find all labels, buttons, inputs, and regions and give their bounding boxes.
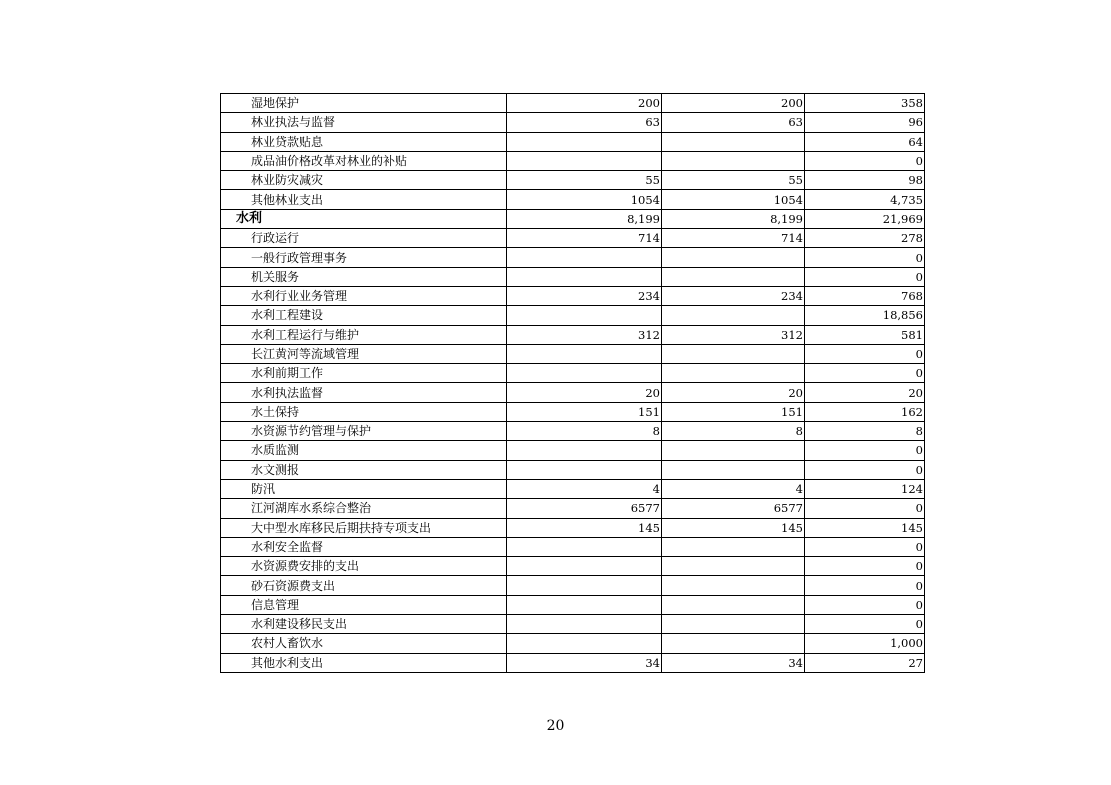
table-row — [221, 113, 925, 132]
amount-cell-3: 0 — [805, 344, 925, 363]
item-name-cell: 水利 — [221, 209, 507, 228]
item-name-cell: 其他水利支出 — [221, 653, 507, 672]
amount-cell-2 — [662, 537, 805, 556]
table-row — [221, 190, 925, 209]
amount-cell-1: 55 — [507, 171, 662, 190]
amount-cell-1: 151 — [507, 402, 662, 421]
table-row — [221, 479, 925, 498]
amount-cell-2 — [662, 441, 805, 460]
amount-cell-3: 1,000 — [805, 634, 925, 653]
table-row — [221, 518, 925, 537]
item-name-cell: 水质监测 — [221, 441, 507, 460]
table-row — [221, 383, 925, 402]
item-name-cell: 一般行政管理事务 — [221, 248, 507, 267]
table-row — [221, 402, 925, 421]
amount-cell-3: 278 — [805, 229, 925, 248]
amount-cell-1: 34 — [507, 653, 662, 672]
amount-cell-2 — [662, 557, 805, 576]
amount-cell-2 — [662, 615, 805, 634]
item-name-cell: 成品油价格改革对林业的补贴 — [221, 151, 507, 170]
table-row — [221, 94, 925, 113]
amount-cell-1: 8,199 — [507, 209, 662, 228]
amount-cell-2: 312 — [662, 325, 805, 344]
amount-cell-2 — [662, 267, 805, 286]
table-row — [221, 499, 925, 518]
table-row — [221, 132, 925, 151]
amount-cell-1: 145 — [507, 518, 662, 537]
amount-cell-1 — [507, 364, 662, 383]
item-name-cell: 行政运行 — [221, 229, 507, 248]
amount-cell-2: 234 — [662, 286, 805, 305]
amount-cell-1: 4 — [507, 479, 662, 498]
table-row — [221, 286, 925, 305]
amount-cell-3: 21,969 — [805, 209, 925, 228]
amount-cell-1: 8 — [507, 422, 662, 441]
item-name-cell: 湿地保护 — [221, 94, 507, 113]
item-name-cell: 水文测报 — [221, 460, 507, 479]
item-name-cell: 水资源节约管理与保护 — [221, 422, 507, 441]
table-row — [221, 441, 925, 460]
amount-cell-3: 18,856 — [805, 306, 925, 325]
amount-cell-2 — [662, 460, 805, 479]
table-row — [221, 557, 925, 576]
table-row — [221, 422, 925, 441]
item-name-cell: 林业防灾减灾 — [221, 171, 507, 190]
amount-cell-1 — [507, 248, 662, 267]
item-name-cell: 江河湖库水系综合整治 — [221, 499, 507, 518]
item-name-cell: 林业执法与监督 — [221, 113, 507, 132]
amount-cell-3: 581 — [805, 325, 925, 344]
amount-cell-2: 1054 — [662, 190, 805, 209]
table-row — [221, 248, 925, 267]
amount-cell-2 — [662, 306, 805, 325]
item-name-cell: 长江黄河等流域管理 — [221, 344, 507, 363]
table-row — [221, 344, 925, 363]
amount-cell-3: 0 — [805, 248, 925, 267]
amount-cell-2: 55 — [662, 171, 805, 190]
amount-cell-1 — [507, 267, 662, 286]
amount-cell-2: 8,199 — [662, 209, 805, 228]
amount-cell-1 — [507, 460, 662, 479]
table-row — [221, 267, 925, 286]
amount-cell-1 — [507, 576, 662, 595]
amount-cell-1 — [507, 151, 662, 170]
table-row — [221, 615, 925, 634]
amount-cell-3: 358 — [805, 94, 925, 113]
amount-cell-1 — [507, 132, 662, 151]
item-name-cell: 机关服务 — [221, 267, 507, 286]
item-name-cell: 大中型水库移民后期扶持专项支出 — [221, 518, 507, 537]
amount-cell-3: 0 — [805, 557, 925, 576]
amount-cell-3: 27 — [805, 653, 925, 672]
item-name-cell: 砂石资源费支出 — [221, 576, 507, 595]
table-row — [221, 634, 925, 653]
amount-cell-1 — [507, 441, 662, 460]
amount-cell-3: 124 — [805, 479, 925, 498]
amount-cell-3: 0 — [805, 499, 925, 518]
amount-cell-3: 0 — [805, 460, 925, 479]
amount-cell-3: 20 — [805, 383, 925, 402]
amount-cell-2: 8 — [662, 422, 805, 441]
amount-cell-2 — [662, 364, 805, 383]
item-name-cell: 水利安全监督 — [221, 537, 507, 556]
category-row — [221, 209, 925, 228]
table-row — [221, 229, 925, 248]
amount-cell-2: 20 — [662, 383, 805, 402]
table-row — [221, 595, 925, 614]
amount-cell-2 — [662, 151, 805, 170]
item-name-cell: 防汛 — [221, 479, 507, 498]
table-row — [221, 576, 925, 595]
amount-cell-3: 8 — [805, 422, 925, 441]
amount-cell-2: 34 — [662, 653, 805, 672]
table-row — [221, 325, 925, 344]
item-name-cell: 水资源费安排的支出 — [221, 557, 507, 576]
item-name-cell: 水利前期工作 — [221, 364, 507, 383]
amount-cell-1: 234 — [507, 286, 662, 305]
item-name-cell: 水利工程运行与维护 — [221, 325, 507, 344]
item-name-cell: 林业贷款贴息 — [221, 132, 507, 151]
table-row — [221, 171, 925, 190]
item-name-cell: 水利工程建设 — [221, 306, 507, 325]
amount-cell-1 — [507, 595, 662, 614]
amount-cell-3: 0 — [805, 615, 925, 634]
amount-cell-3: 145 — [805, 518, 925, 537]
amount-cell-1 — [507, 557, 662, 576]
amount-cell-1 — [507, 615, 662, 634]
amount-cell-3: 98 — [805, 171, 925, 190]
amount-cell-3: 0 — [805, 267, 925, 286]
amount-cell-1 — [507, 634, 662, 653]
item-name-cell: 水土保持 — [221, 402, 507, 421]
amount-cell-3: 0 — [805, 537, 925, 556]
amount-cell-1 — [507, 306, 662, 325]
item-name-cell: 其他林业支出 — [221, 190, 507, 209]
amount-cell-3: 0 — [805, 364, 925, 383]
item-name-cell: 农村人畜饮水 — [221, 634, 507, 653]
budget-table — [220, 93, 925, 673]
amount-cell-2: 714 — [662, 229, 805, 248]
amount-cell-1: 20 — [507, 383, 662, 402]
amount-cell-1: 6577 — [507, 499, 662, 518]
amount-cell-2 — [662, 132, 805, 151]
amount-cell-1: 63 — [507, 113, 662, 132]
amount-cell-1 — [507, 537, 662, 556]
table-row — [221, 306, 925, 325]
item-name-cell: 水利执法监督 — [221, 383, 507, 402]
amount-cell-2 — [662, 248, 805, 267]
amount-cell-3: 0 — [805, 595, 925, 614]
amount-cell-1 — [507, 344, 662, 363]
amount-cell-1: 714 — [507, 229, 662, 248]
amount-cell-1: 200 — [507, 94, 662, 113]
amount-cell-1: 312 — [507, 325, 662, 344]
amount-cell-2: 151 — [662, 402, 805, 421]
amount-cell-2 — [662, 344, 805, 363]
amount-cell-3: 0 — [805, 441, 925, 460]
amount-cell-2: 4 — [662, 479, 805, 498]
budget-table-body — [221, 94, 925, 673]
amount-cell-3: 4,735 — [805, 190, 925, 209]
amount-cell-2: 6577 — [662, 499, 805, 518]
amount-cell-1: 1054 — [507, 190, 662, 209]
amount-cell-3: 0 — [805, 151, 925, 170]
table-row — [221, 537, 925, 556]
amount-cell-2 — [662, 634, 805, 653]
table-row — [221, 653, 925, 672]
page-number: 20 — [546, 718, 565, 734]
item-name-cell: 水利行业业务管理 — [221, 286, 507, 305]
table-row — [221, 151, 925, 170]
amount-cell-3: 162 — [805, 402, 925, 421]
amount-cell-2: 200 — [662, 94, 805, 113]
amount-cell-3: 768 — [805, 286, 925, 305]
item-name-cell: 水利建设移民支出 — [221, 615, 507, 634]
item-name-cell: 信息管理 — [221, 595, 507, 614]
amount-cell-2: 145 — [662, 518, 805, 537]
amount-cell-3: 64 — [805, 132, 925, 151]
amount-cell-2: 63 — [662, 113, 805, 132]
amount-cell-3: 0 — [805, 576, 925, 595]
table-row — [221, 460, 925, 479]
amount-cell-2 — [662, 595, 805, 614]
table-row — [221, 364, 925, 383]
amount-cell-3: 96 — [805, 113, 925, 132]
amount-cell-2 — [662, 576, 805, 595]
